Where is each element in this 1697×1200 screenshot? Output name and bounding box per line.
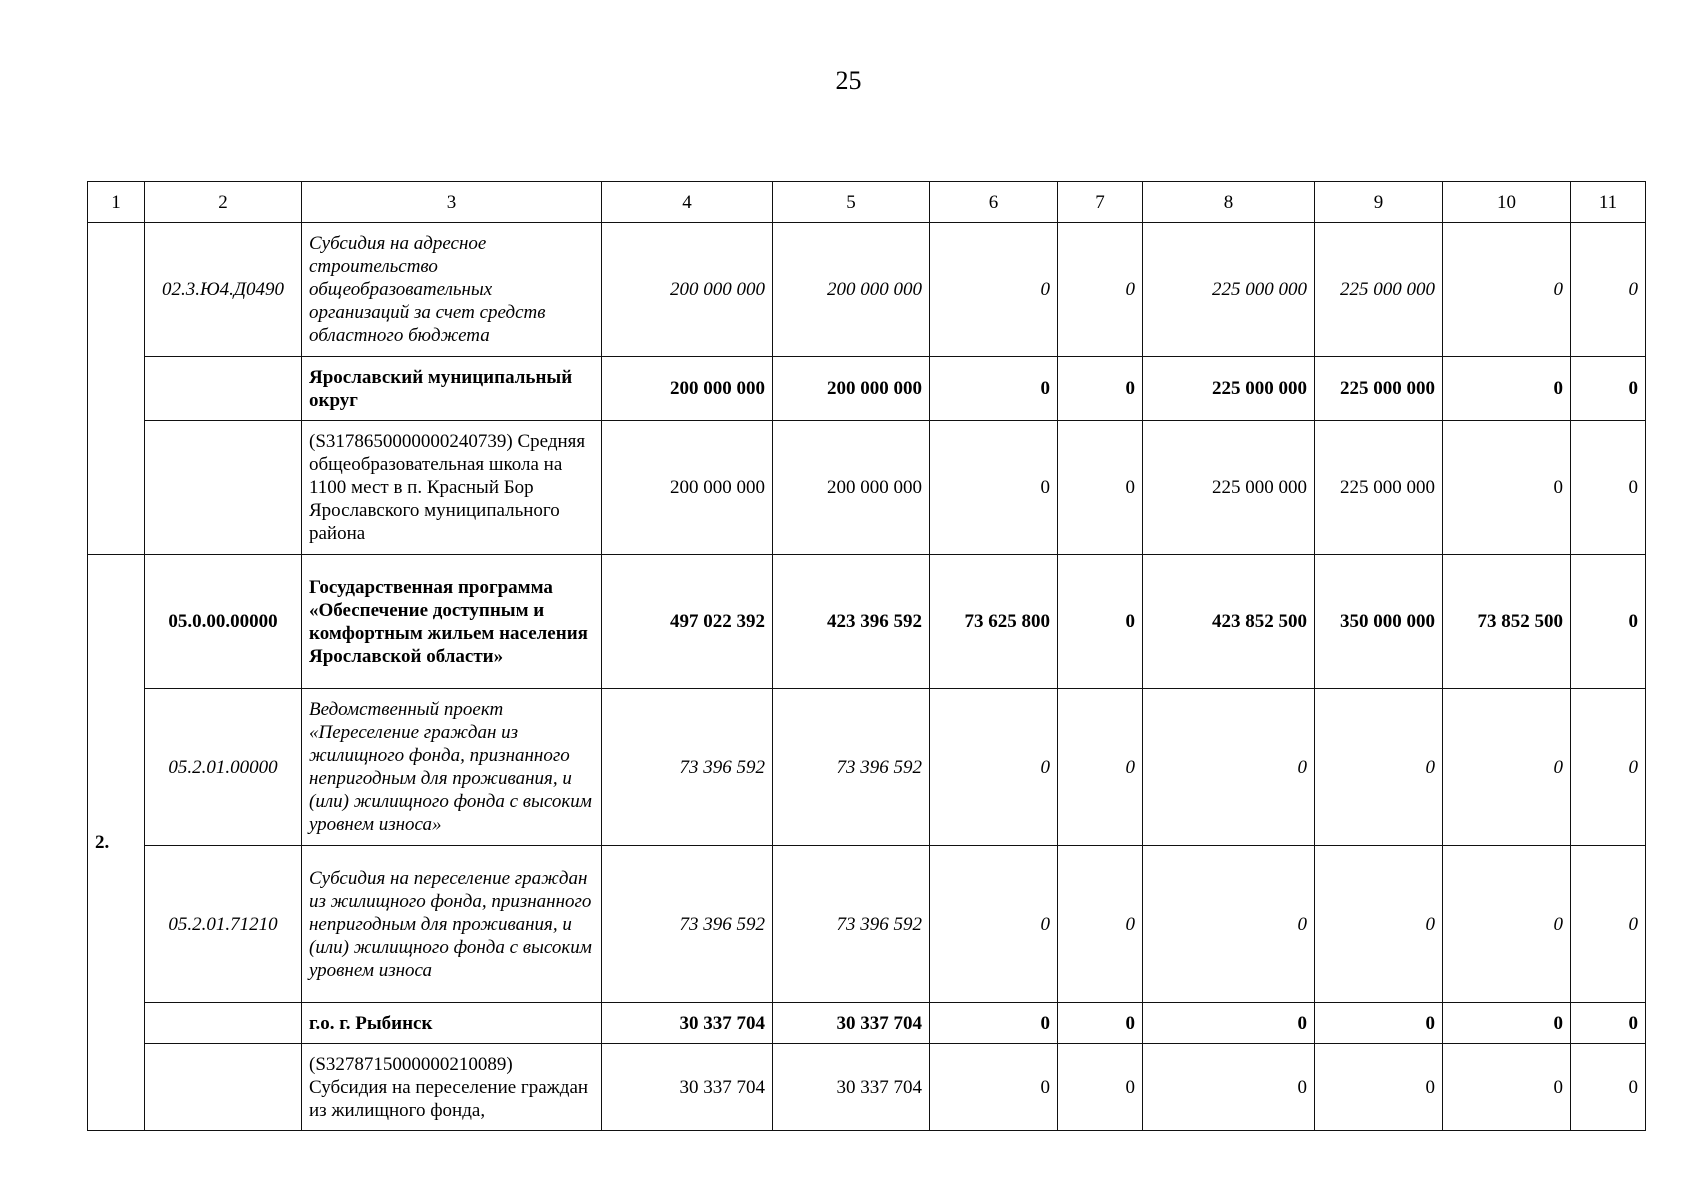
name-cell: (S3178650000000240739) Средняя общеобразовательная школа на 1100 мест в п. Красный Бор Ярославского муниципального района [302, 421, 602, 555]
code-cell: 05.2.01.71210 [145, 846, 302, 1003]
table-row [88, 421, 1646, 555]
value-cell: 0 [1143, 689, 1315, 846]
value-cell: 0 [1143, 1003, 1315, 1044]
value-cell: 225 000 000 [1315, 421, 1443, 555]
code-cell [145, 1044, 302, 1131]
value-cell: 0 [1571, 223, 1646, 357]
value-cell: 225 000 000 [1143, 223, 1315, 357]
value-cell: 0 [930, 421, 1058, 555]
header-cell: 2 [145, 182, 302, 223]
value-cell: 200 000 000 [602, 223, 773, 357]
code-cell: 02.3.Ю4.Д0490 [145, 223, 302, 357]
value-cell: 0 [930, 1003, 1058, 1044]
value-cell: 0 [1058, 421, 1143, 555]
name-cell: Ведомственный проект «Переселение граждан из жилищного фонда, признанного непригодным для проживания, и (или) жилищного фонда с высоким уровнем износа» [302, 689, 602, 846]
table-row [88, 555, 1646, 689]
value-cell: 225 000 000 [1143, 357, 1315, 421]
header-cell: 3 [302, 182, 602, 223]
name-cell: Субсидия на переселение граждан из жилищного фонда, признанного непригодным для проживания, и (или) жилищного фонда с высоким уровнем износа [302, 846, 602, 1003]
value-cell: 0 [1058, 357, 1143, 421]
value-cell: 0 [1443, 689, 1571, 846]
value-cell: 0 [930, 846, 1058, 1003]
value-cell: 73 396 592 [602, 689, 773, 846]
table-row [88, 223, 1646, 357]
value-cell: 0 [1143, 1044, 1315, 1131]
value-cell: 0 [1058, 846, 1143, 1003]
value-cell: 73 396 592 [773, 846, 930, 1003]
header-cell: 7 [1058, 182, 1143, 223]
header-cell: 9 [1315, 182, 1443, 223]
value-cell: 0 [1058, 555, 1143, 689]
header-cell: 5 [773, 182, 930, 223]
value-cell: 0 [1315, 846, 1443, 1003]
value-cell: 30 337 704 [602, 1003, 773, 1044]
header-cell: 8 [1143, 182, 1315, 223]
value-cell: 225 000 000 [1143, 421, 1315, 555]
header-row [88, 182, 1646, 223]
name-cell: г.о. г. Рыбинск [302, 1003, 602, 1044]
value-cell: 0 [1143, 846, 1315, 1003]
code-cell [145, 357, 302, 421]
value-cell: 0 [1058, 1003, 1143, 1044]
value-cell: 200 000 000 [773, 223, 930, 357]
value-cell: 0 [1571, 421, 1646, 555]
value-cell: 30 337 704 [602, 1044, 773, 1131]
value-cell: 0 [930, 223, 1058, 357]
value-cell: 0 [1058, 1044, 1143, 1131]
value-cell: 73 852 500 [1443, 555, 1571, 689]
code-cell [145, 421, 302, 555]
header-cell: 4 [602, 182, 773, 223]
value-cell: 0 [1443, 421, 1571, 555]
value-cell: 30 337 704 [773, 1044, 930, 1131]
value-cell: 30 337 704 [773, 1003, 930, 1044]
value-cell: 225 000 000 [1315, 223, 1443, 357]
value-cell: 0 [1443, 1003, 1571, 1044]
value-cell: 0 [1571, 1044, 1646, 1131]
name-cell: (S3278715000000210089) Субсидия на переселение граждан из жилищного фонда, [302, 1044, 602, 1131]
row-number-cell [88, 223, 145, 555]
table-row [88, 689, 1646, 846]
code-cell: 05.0.00.00000 [145, 555, 302, 689]
value-cell: 497 022 392 [602, 555, 773, 689]
value-cell: 0 [1571, 357, 1646, 421]
value-cell: 200 000 000 [602, 421, 773, 555]
value-cell: 0 [1315, 1044, 1443, 1131]
value-cell: 0 [930, 1044, 1058, 1131]
value-cell: 200 000 000 [602, 357, 773, 421]
value-cell: 0 [930, 357, 1058, 421]
value-cell: 0 [1443, 846, 1571, 1003]
code-cell: 05.2.01.00000 [145, 689, 302, 846]
value-cell: 0 [1571, 555, 1646, 689]
value-cell: 0 [1058, 689, 1143, 846]
table-row [88, 357, 1646, 421]
value-cell: 0 [1571, 846, 1646, 1003]
header-cell: 10 [1443, 182, 1571, 223]
value-cell: 423 396 592 [773, 555, 930, 689]
header-cell: 11 [1571, 182, 1646, 223]
code-cell [145, 1003, 302, 1044]
table-row [88, 1044, 1646, 1131]
name-cell: Ярославский муниципальный округ [302, 357, 602, 421]
value-cell: 423 852 500 [1143, 555, 1315, 689]
value-cell: 200 000 000 [773, 421, 930, 555]
row-number-cell: 2. [88, 555, 145, 1131]
name-cell: Государственная программа «Обеспечение доступным и комфортным жильем населения Ярославской области» [302, 555, 602, 689]
value-cell: 225 000 000 [1315, 357, 1443, 421]
value-cell: 0 [1443, 223, 1571, 357]
table-row [88, 1003, 1646, 1044]
header-cell: 6 [930, 182, 1058, 223]
value-cell: 350 000 000 [1315, 555, 1443, 689]
value-cell: 0 [1315, 1003, 1443, 1044]
value-cell: 0 [1058, 223, 1143, 357]
value-cell: 0 [1443, 357, 1571, 421]
table-row [88, 846, 1646, 1003]
header-cell: 1 [88, 182, 145, 223]
value-cell: 73 396 592 [773, 689, 930, 846]
value-cell: 73 625 800 [930, 555, 1058, 689]
budget-table [87, 181, 1646, 1131]
value-cell: 73 396 592 [602, 846, 773, 1003]
value-cell: 0 [1571, 1003, 1646, 1044]
value-cell: 0 [1315, 689, 1443, 846]
name-cell: Субсидия на адресное строительство общеобразовательных организаций за счет средств областного бюджета [302, 223, 602, 357]
value-cell: 0 [1443, 1044, 1571, 1131]
value-cell: 0 [930, 689, 1058, 846]
page-number: 25 [835, 66, 862, 95]
value-cell: 0 [1571, 689, 1646, 846]
value-cell: 200 000 000 [773, 357, 930, 421]
